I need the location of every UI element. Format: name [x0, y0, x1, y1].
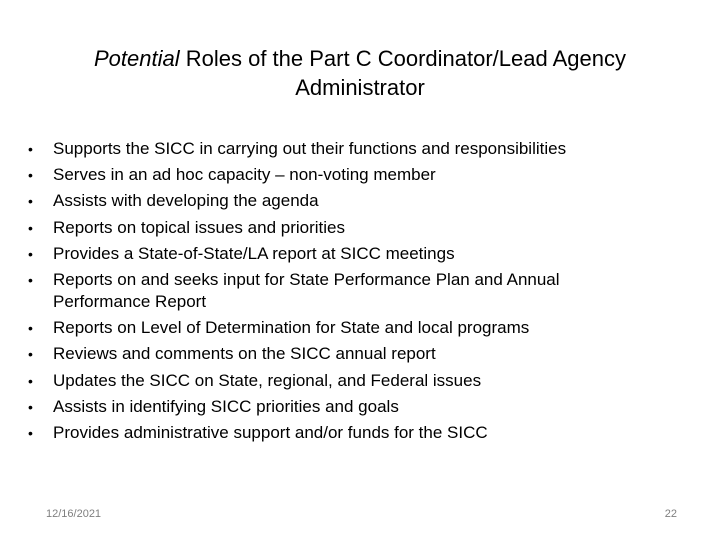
bullet-text: Reports on and seeks input for State Performance Plan and Annual	[53, 270, 560, 290]
bullet-icon: •	[28, 219, 33, 236]
footer-page-number: 22	[664, 508, 677, 520]
bullet-icon: •	[28, 272, 33, 289]
slide-title	[0, 44, 720, 102]
title-line-1	[0, 44, 720, 73]
bullet-text: Reports on topical issues and priorities	[53, 217, 345, 237]
bullet-icon: •	[28, 346, 33, 363]
bullet-text: Reports on Level of Determination for State and local programs	[53, 318, 530, 338]
bullet-item-4	[28, 215, 708, 241]
bullet-text: Provides administrative support and/or funds for the SICC	[53, 423, 488, 443]
bullet-icon: •	[28, 245, 33, 262]
bullet-item-2	[28, 162, 708, 188]
bullet-item-11	[28, 420, 708, 446]
bullet-item-7	[28, 315, 708, 341]
bullet-item-5	[28, 241, 708, 267]
bullet-text: Supports the SICC in carrying out their functions and responsibilities	[53, 139, 567, 158]
title-line-2: Administrator	[295, 75, 425, 100]
bullet-icon: •	[28, 193, 33, 210]
title-italic-word: Potential	[94, 46, 180, 71]
bullet-text: Assists in identifying SICC priorities and goals	[53, 396, 399, 416]
bullet-icon: •	[28, 425, 33, 442]
bullet-list	[28, 136, 708, 446]
bullet-text: Provides a State-of-State/LA report at SICC meetings	[53, 243, 455, 263]
bullet-item-9	[28, 368, 708, 394]
bullet-item-8	[28, 341, 708, 367]
bullet-item-6	[28, 267, 708, 312]
footer-date: 12/16/2021	[46, 508, 102, 520]
bullet-icon: •	[28, 398, 33, 415]
bullet-text: Updates the SICC on State, regional, and Federal issues	[53, 370, 482, 390]
bullet-icon: •	[28, 141, 33, 157]
bullet-text: Serves in an ad hoc capacity – non-voting member	[53, 165, 436, 185]
bullet-item-10	[28, 394, 708, 420]
bullet-text: Reviews and comments on the SICC annual report	[53, 344, 436, 364]
bullet-icon: •	[28, 372, 33, 389]
bullet-text-continuation: Performance Report	[53, 292, 207, 312]
bullet-item-1	[28, 136, 708, 162]
bullet-icon: •	[28, 320, 33, 337]
bullet-icon: •	[28, 167, 33, 184]
bullet-text: Assists with developing the agenda	[53, 191, 319, 211]
bullet-item-3	[28, 188, 708, 214]
title-line-1-rest: Roles of the Part C Coordinator/Lead Agency	[179, 46, 626, 71]
